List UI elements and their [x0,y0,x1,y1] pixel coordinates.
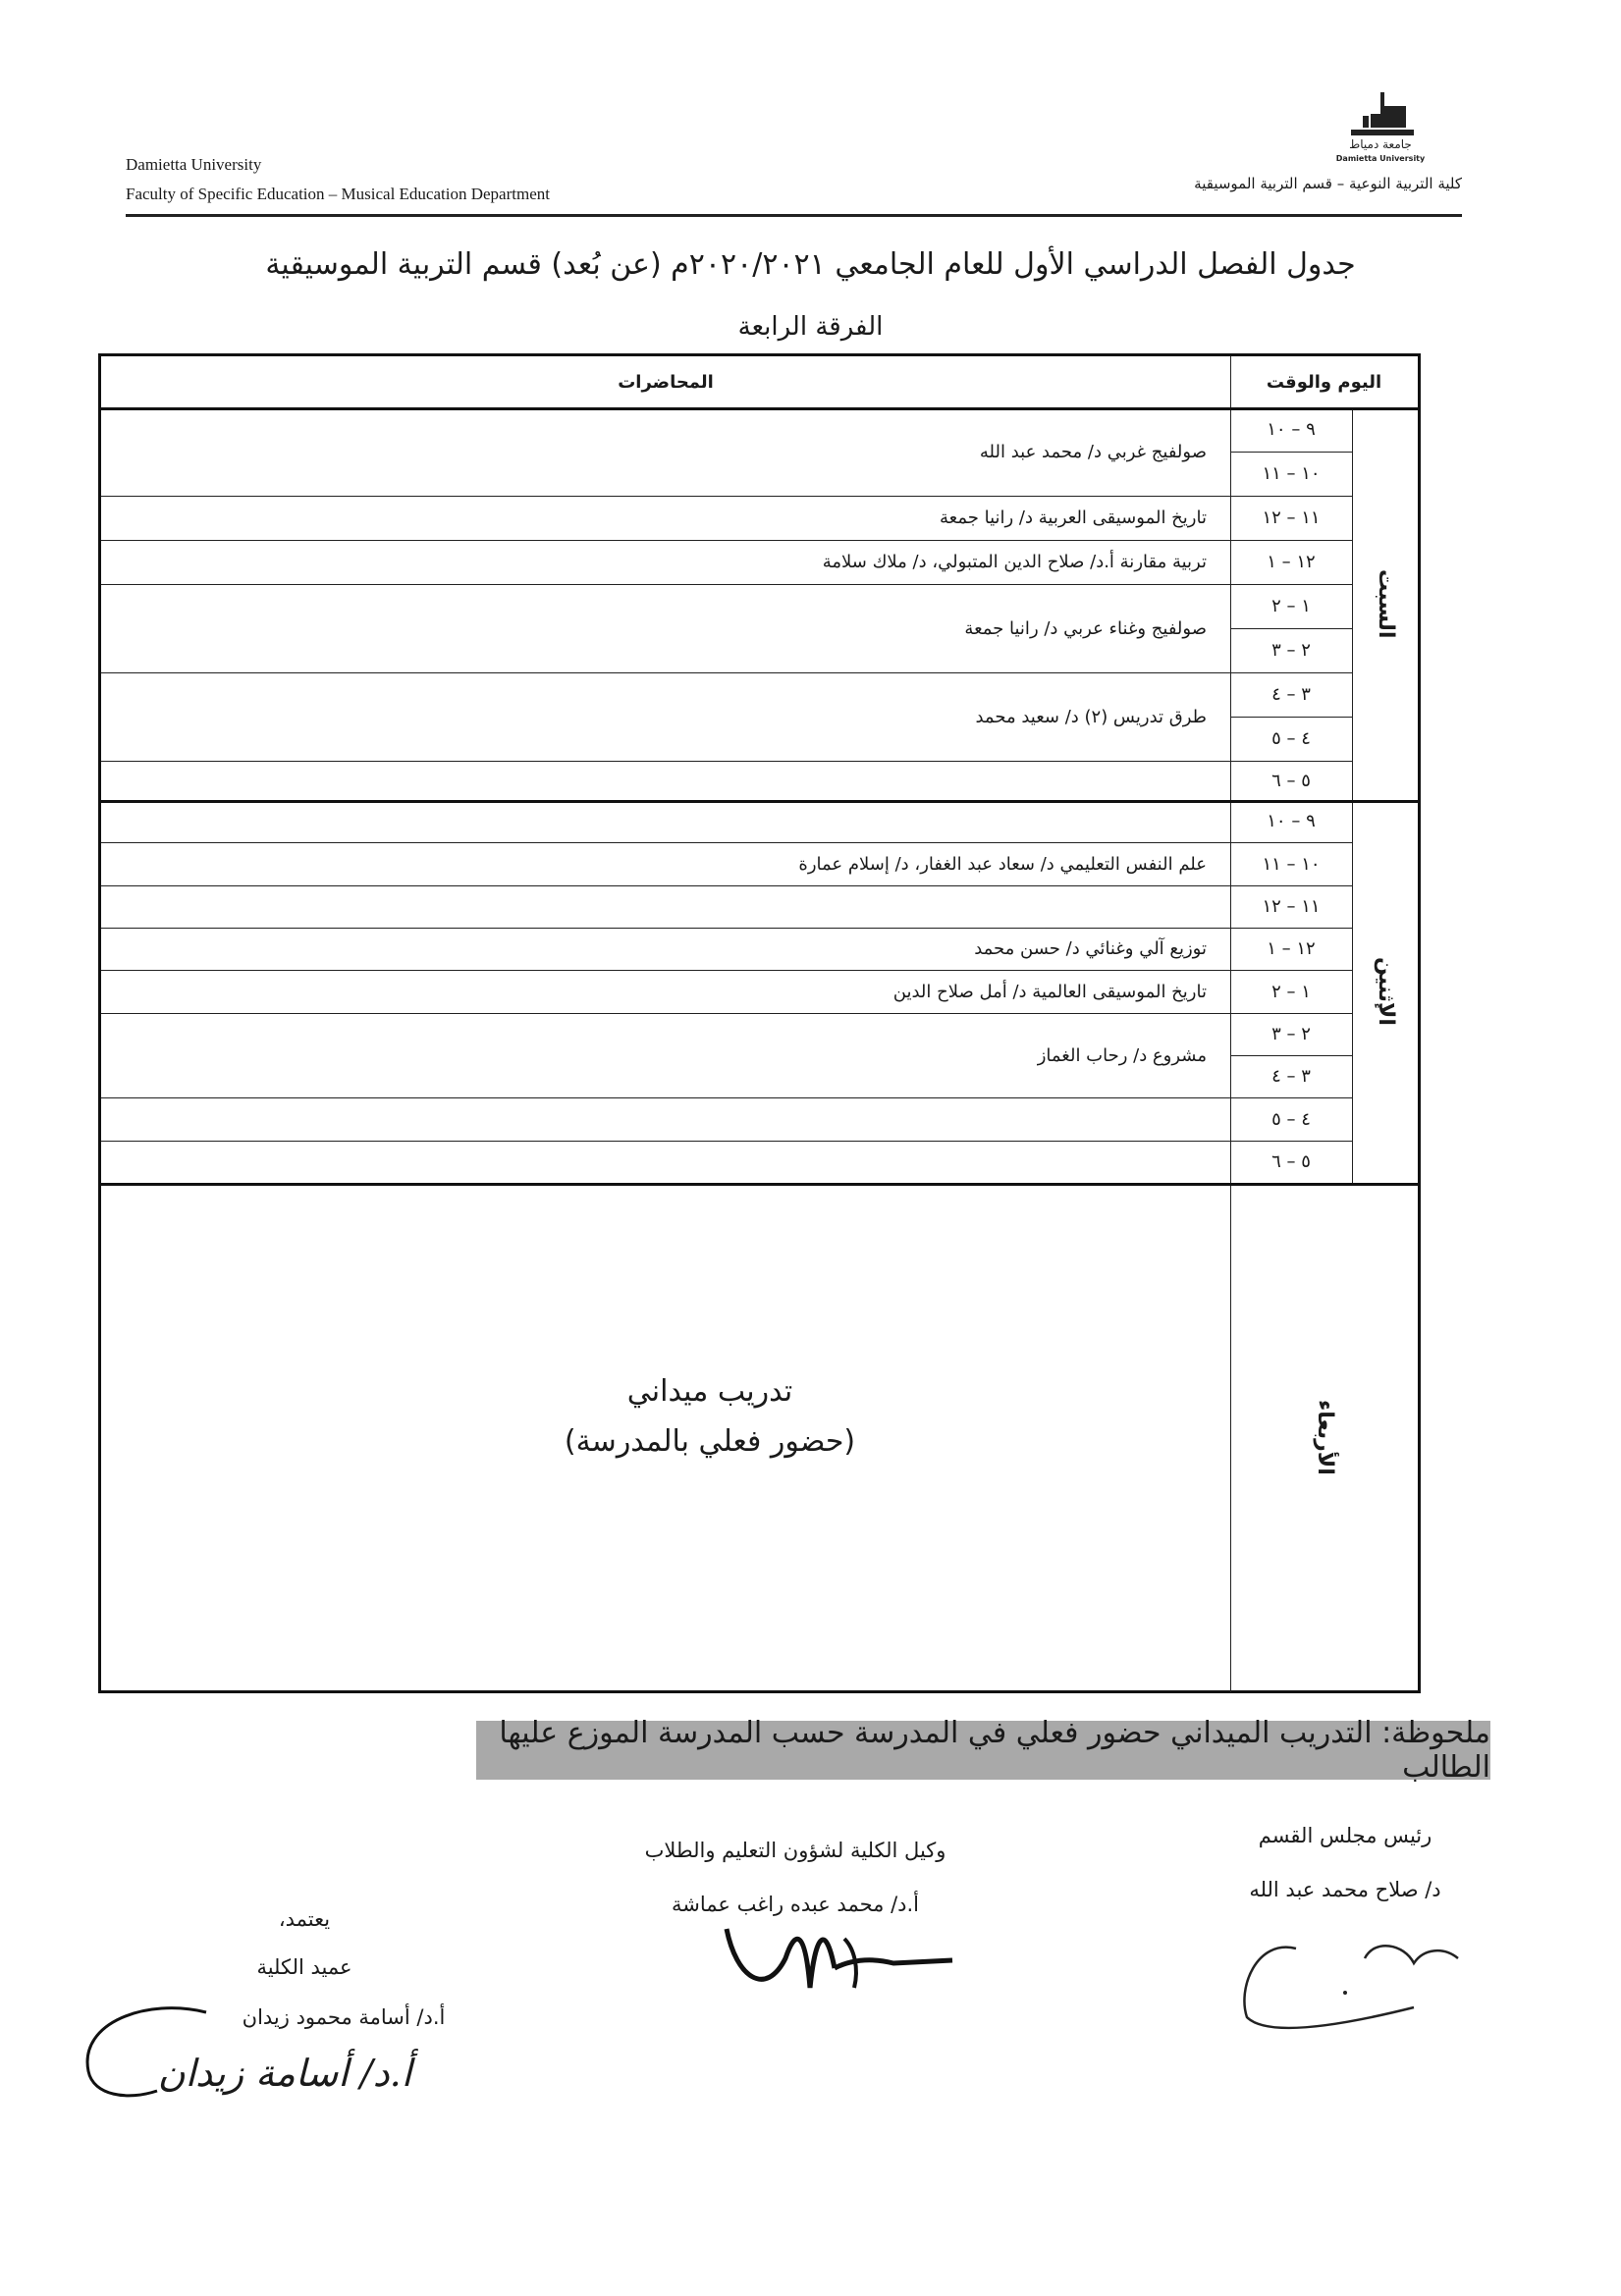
time-slot: ١ – ٢ [1271,596,1311,616]
column-header-lectures: المحاضرات [618,371,714,393]
dept-head-title: رئيس مجلس القسم [1258,1824,1432,1847]
note-banner: ملحوظة: التدريب الميداني حضور فعلي في المدرسة حسب المدرسة الموزع عليها الطالب [476,1721,1490,1780]
time-slot: ١٠ – ١١ [1262,853,1321,875]
day-block-border [101,1183,1418,1186]
lecture-entry: مشروع د/ رحاب الغماز [1037,1044,1207,1066]
col-divider-lectures [1230,356,1231,1692]
time-slot: ٣ – ٤ [1271,684,1311,705]
lecture-entry: طرق تدريس (٢) د/ سعيد محمد [975,706,1207,727]
time-row-border [101,885,1352,886]
field-training [513,1338,906,1495]
dept-head-signature-icon [1217,1919,1473,2037]
col-divider-day [1352,407,1353,1183]
logo-text-en: Damietta University [1335,154,1426,163]
day-wednesday: الأربعاء [1313,1400,1337,1475]
schedule-table [98,353,1421,1693]
time-slot: ١٢ – ١ [1267,552,1316,572]
time-row-border [101,1141,1352,1142]
approve-label: يعتمد، [278,1907,331,1931]
logo-text-ar: جامعة دمياط [1349,137,1412,151]
vice-dean-title: وكيل الكلية لشؤون التعليم والطلاب [644,1839,946,1862]
header-row-border [101,407,1418,410]
vice-dean-signature-icon [707,1899,962,2017]
lecture-entry: صولفيج غربي د/ محمد عبد الله [979,441,1207,462]
time-slot: ١٢ – ١ [1267,938,1316,959]
time-slot: ٣ – ٤ [1271,1066,1311,1087]
lecture-entry: تاريخ الموسيقى العربية د/ رانيا جمعة [940,507,1207,528]
time-slot: ٢ – ٣ [1271,640,1311,661]
page-subtitle: الفرقة الرابعة [737,312,884,342]
time-row-border [101,1097,1352,1098]
time-slot: ٩ – ١٠ [1267,811,1316,831]
time-slot: ٥ – ٦ [1271,770,1311,791]
lecture-entry: علم النفس التعليمي د/ سعاد عبد الغفار، د/ إسلام عمارة [798,853,1207,875]
university-logo [1312,86,1449,165]
university-logo-icon [1312,86,1449,165]
department-name-en: Faculty of Specific Education – Musical Education Department [126,185,550,203]
day-saturday: السبت [1374,568,1398,639]
dean-handwritten-signature: أ.د/ أسامة زيدان [157,2052,412,2095]
time-slot: ٤ – ٥ [1271,728,1311,749]
lecture-entry: تاريخ الموسيقى العالمية د/ أمل صلاح الدين [892,981,1207,1002]
time-slot: ١١ – ١٢ [1262,896,1321,917]
time-slot: ١١ – ١٢ [1262,507,1321,528]
time-slot: ٩ – ١٠ [1267,419,1316,440]
dept-head-name: د/ صلاح محمد عبد الله [1249,1878,1441,1901]
time-slot: ١٠ – ١١ [1262,463,1321,484]
time-slot: ٥ – ٦ [1271,1151,1311,1172]
lecture-entry: تربية مقارنة أ.د/ صلاح الدين المتبولي، د/ ملاك سلامة [822,552,1207,572]
lecture-entry: صولفيج وغناء عربي د/ رانيا جمعة [964,617,1207,639]
university-name-en: Damietta University [126,155,262,174]
day-monday: الإثنين [1374,957,1398,1026]
dean-name: أ.د/ أسامة محمود زيدان [242,2005,446,2029]
dean-signature-flourish-icon [59,2002,226,2110]
header-divider [126,214,1462,217]
time-row-border [101,761,1352,762]
lecture-entry: توزيع آلي وغنائي د/ حسن محمد [974,938,1207,959]
field-training-note: (حضور فعلي بالمدرسة) [564,1424,856,1459]
time-slot: ١ – ٢ [1271,981,1311,1002]
field-training-title: تدريب ميداني [626,1374,793,1409]
time-slot: ٤ – ٥ [1271,1108,1311,1130]
vice-dean-name: أ.د/ محمد عبده راغب عماشة [672,1893,919,1916]
column-header-day-time: اليوم والوقت [1266,371,1382,393]
department-name-ar: كلية التربية النوعية – قسم التربية الموسيقية [1194,175,1462,192]
day-block-border [101,800,1418,803]
page-title: جدول الفصل الدراسي الأول للعام الجامعي ٢٠٢٠/٢٠٢١م (عن بُعد) قسم التربية الموسيقية [265,247,1356,282]
time-slot: ٢ – ٣ [1271,1024,1311,1044]
dean-title: عميد الكلية [256,1955,352,1979]
